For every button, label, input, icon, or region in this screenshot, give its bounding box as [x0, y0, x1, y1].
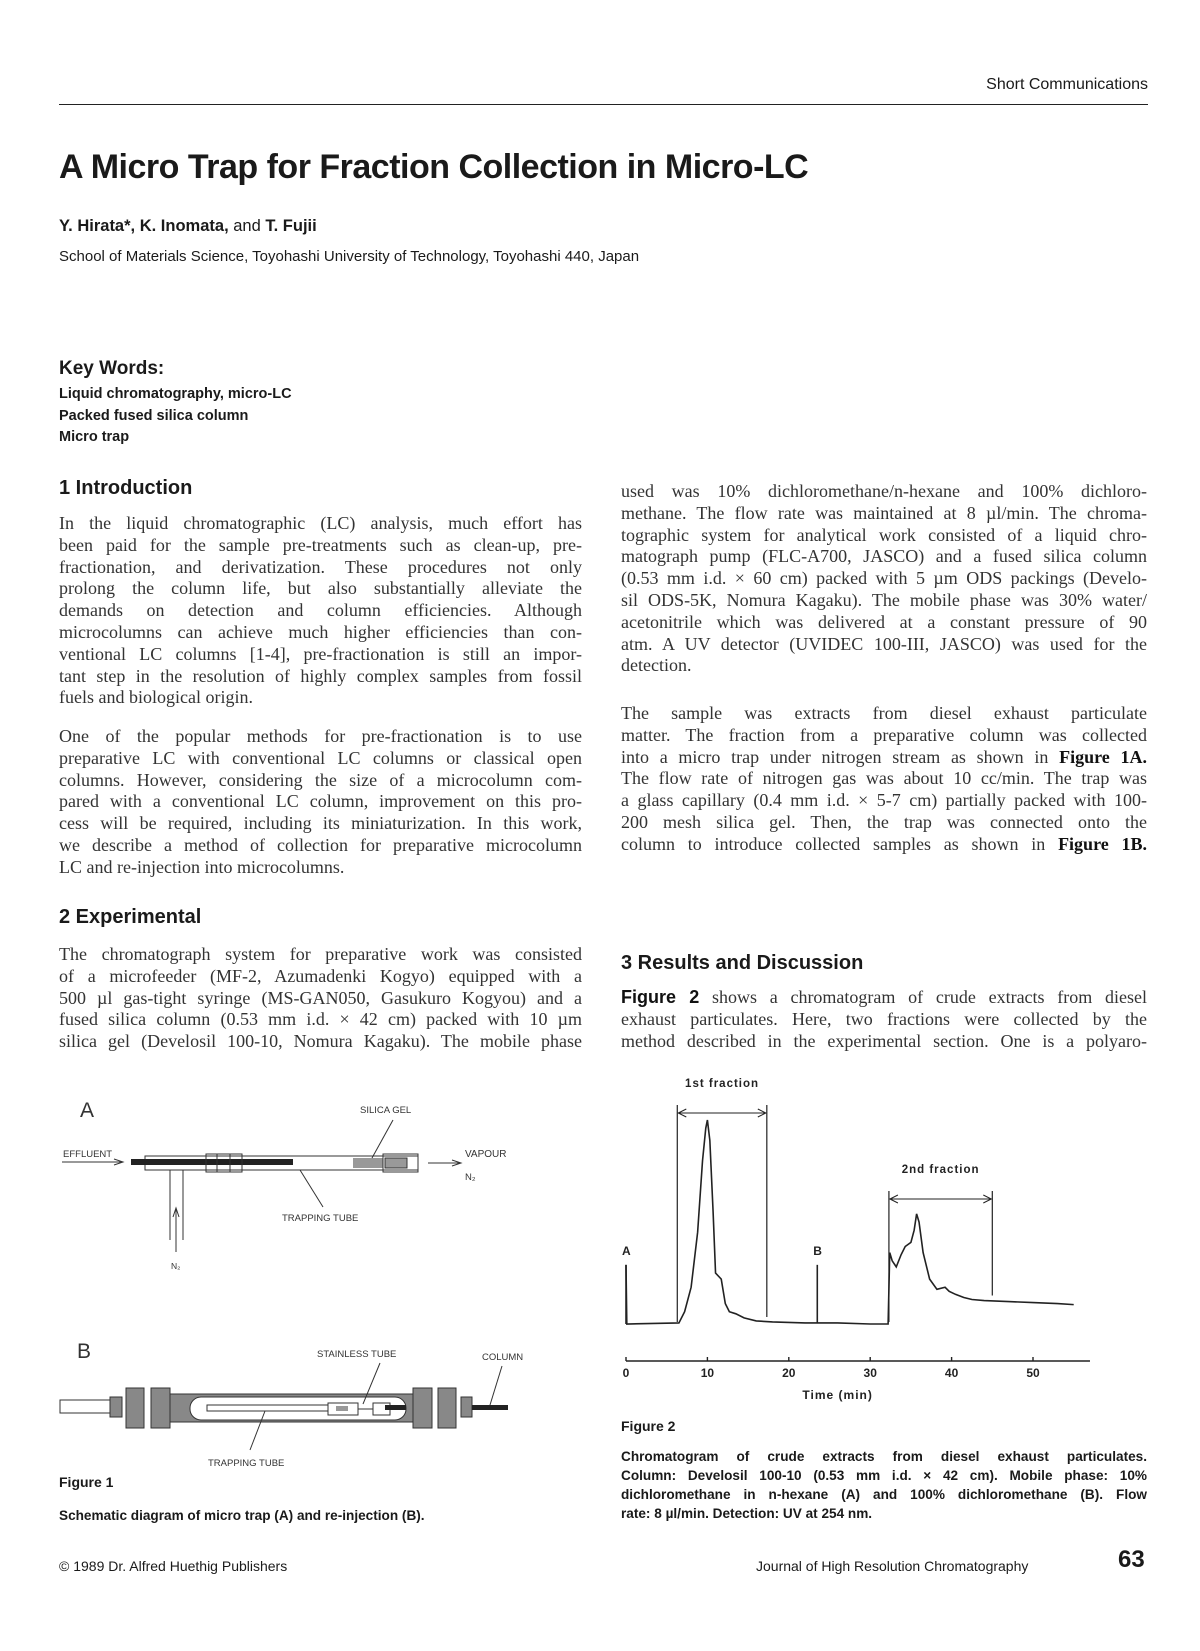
effluent-capillary [131, 1159, 293, 1165]
article-title: A Micro Trap for Fraction Collection in Micro-LC [59, 148, 809, 186]
text-line [621, 987, 1147, 1009]
effluent-label: EFFLUENT [63, 1149, 113, 1160]
text-line [621, 747, 1147, 769]
fraction-label: 2nd fraction [901, 1164, 980, 1176]
text-line: pared with a conventional LC column, improvement on this pro- [59, 791, 582, 812]
text-line: The flow rate of nitrogen gas was about 10 cc/min. The trap was [621, 768, 1147, 789]
text-line: cess will be required, including its miniaturization. In this work, [59, 813, 582, 834]
author: K. Inomata, [139, 217, 229, 235]
trapping-tube-label: TRAPPING TUBE [282, 1213, 359, 1224]
author: T. Fujii [265, 217, 317, 235]
fraction-label: 1st fraction [685, 1078, 760, 1090]
author: Y. Hirata*, [59, 217, 136, 235]
text-line: 500 µl gas-tight syringe (MS-GAN050, Gasukuro Kogyou) and a [59, 987, 582, 1008]
text-line: fuels and biological origin. [59, 687, 253, 708]
column-label: COLUMN [482, 1352, 524, 1363]
vapour-arrow-icon [428, 1160, 461, 1166]
text-line: tographic system for analytical work consisted of a liquid chro- [621, 524, 1147, 545]
x-tick-label: 50 [1026, 1366, 1040, 1380]
affiliation: School of Materials Science, Toyohashi University of Technology, Toyohashi 440, Japan [59, 248, 640, 265]
n2-outlet-label: N₂ [465, 1172, 476, 1183]
panel-b [60, 1340, 523, 1469]
text-line: fused silica column (0.53 mm i.d. × 42 cm) packed with 10 µm [59, 1009, 582, 1030]
text-line: acetonitrile which was delivered at a constant pressure of 90 [621, 611, 1147, 632]
text-line: One of the popular methods for pre-fractionation is to use [59, 726, 582, 746]
trapping-tube-label-b: TRAPPING TUBE [208, 1458, 285, 1469]
inlet-tube [60, 1400, 110, 1413]
x-tick-label: 10 [700, 1366, 715, 1380]
text-line: (0.53 mm i.d. × 60 cm) packed with 5 µm ODS packings (Develo- [621, 568, 1147, 589]
text-line: microcolumns can achieve much higher efficiencies than con- [59, 621, 582, 642]
text-line: a glass capillary (0.4 mm i.d. × 5-7 cm) partially packed with 100- [621, 790, 1147, 811]
text-line: 200 mesh silica gel. Then, the trap was connected onto the [621, 811, 1147, 832]
figure-2-chromatogram [580, 1060, 1150, 1410]
figure-2-reference: Figure 2 [621, 987, 700, 1007]
stainless-tube-label: STAINLESS TUBE [317, 1349, 397, 1360]
text-line: methane. The flow rate was maintained at 8 µl/min. The chroma- [621, 502, 1147, 523]
text-line: LC and re-injection into microcolumns. [59, 856, 345, 877]
authors [59, 217, 317, 236]
keyword: Packed fused silica column [59, 408, 249, 424]
text-line: of a microfeeder (MF-2, Azumadenki Kogyo) equipped with a [59, 965, 582, 986]
text-line: fractionation, and derivatization. These procedures not only [59, 556, 582, 577]
chromatogram-trace [626, 1120, 1074, 1324]
text-line: ventional LC columns [1-4], pre-fractionation is still an impor- [59, 643, 582, 664]
experimental-paragraph-1-continued [621, 481, 1147, 677]
text-line: prolong the column life, but also substantially alleviate the [59, 578, 582, 599]
caption-line: Chromatogram of crude extracts from diesel exhaust particulates. [621, 1449, 1147, 1464]
figure-1-diagram [40, 1020, 560, 1470]
keyword: Micro trap [59, 429, 130, 445]
text-span: shows a chromatogram of crude extracts from diesel [699, 987, 1147, 1007]
vapour-label: VAPOUR [465, 1149, 507, 1160]
x-tick-label: 0 [622, 1366, 630, 1380]
text-line: detection. [621, 655, 692, 676]
text-span: into a micro trap under nitrogen stream as shown in [621, 746, 1060, 767]
marker-label-b: B [813, 1243, 822, 1258]
text-line: The chromatograph system for preparative work was consisted [59, 944, 582, 964]
panel-a-letter: A [80, 1099, 95, 1122]
section-heading-results: 3 Results and Discussion [621, 952, 864, 974]
figure-1-label: Figure 1 [59, 1474, 114, 1490]
caption-line: dichloromethane in n-hexane (A) and 100% dichloromethane (B). Flow [621, 1487, 1147, 1502]
text-line: demands on detection and column efficiencies. Although [59, 600, 582, 621]
silica-gel-label: SILICA GEL [360, 1105, 412, 1116]
text-line: columns. However, considering the size of a microcolumn com- [59, 769, 582, 790]
text-span: column to introduce collected samples as shown in [621, 833, 1059, 854]
intro-paragraph-1 [59, 513, 582, 709]
text-line: In the liquid chromatographic (LC) analysis, much effort has [59, 513, 582, 533]
section-heading-introduction: 1 Introduction [59, 477, 193, 499]
experimental-paragraph-2 [621, 703, 1147, 856]
x-tick-label: 40 [944, 1366, 959, 1380]
figure-2-label: Figure 2 [621, 1418, 676, 1434]
keywords-heading: Key Words: [59, 358, 165, 379]
text-line: matter. The fraction from a preparative column was collected [621, 724, 1147, 745]
x-axis-label: Time (min) [802, 1388, 873, 1402]
text-line: we describe a method of collection for preparative microcolumn [59, 834, 582, 855]
figure-1a-reference: Figure 1A. [1059, 746, 1147, 767]
keyword: Liquid chromatography, micro-LC [59, 386, 292, 402]
text-line: sil ODS-5K, Nomura Kagaku). The mobile phase was 30% water/ [621, 589, 1147, 610]
caption-line: Column: Develosil 100-10 (0.53 mm i.d. × 42 cm). Mobile phase: 10% [621, 1468, 1147, 1483]
running-header: Short Communications [986, 76, 1148, 93]
panel-b-letter: B [77, 1340, 92, 1363]
text-line: been paid for the sample pre-treatments such as clean-up, pre- [59, 534, 582, 555]
results-paragraph-1 [621, 987, 1147, 1052]
copyright: © 1989 Dr. Alfred Huethig Publishers [59, 1558, 288, 1574]
figure-1-caption: Schematic diagram of micro trap (A) and re-injection (B). [59, 1508, 425, 1523]
caption-line: rate: 8 µl/min. Detection: UV at 254 nm. [621, 1506, 873, 1521]
text-line: The sample was extracts from diesel exhaust particulate [621, 703, 1147, 723]
text-line: tant step in the resolution of highly complex samples from fossil [59, 665, 582, 686]
text-line: exhaust particulates. Here, two fractions were collected by the [621, 1008, 1147, 1029]
text-line: method described in the experimental section. One is a polyaro- [621, 1030, 1147, 1051]
text-line: preparative LC with conventional LC columns or classical open [59, 747, 582, 768]
text-line: matograph pump (FLC-A700, JASCO) and a fused silica column [621, 546, 1147, 567]
x-tick-label: 20 [782, 1366, 796, 1380]
figure-1b-reference: Figure 1B. [1058, 833, 1147, 854]
header-rule [59, 104, 1148, 105]
text-line: atm. A UV detector (UVIDEC 100-III, JASCO) was used for the [621, 633, 1147, 654]
text-line: silica gel (Develosil 100-10, Nomura Kagaku). The mobile phase [59, 1031, 582, 1052]
n2-inlet-label: N₂ [171, 1261, 181, 1271]
column-tube [472, 1405, 508, 1410]
marker-label-a: A [622, 1243, 631, 1258]
panel-a [62, 1099, 507, 1271]
figure-2-caption [621, 1447, 1147, 1523]
section-heading-experimental: 2 Experimental [59, 906, 202, 928]
page-number: 63 [1118, 1546, 1145, 1573]
text-line [621, 834, 1147, 856]
journal-name: Journal of High Resolution Chromatography [756, 1558, 1029, 1574]
intro-paragraph-2 [59, 726, 582, 879]
x-tick-label: 30 [863, 1366, 877, 1380]
n2-inlet-arrow-icon [173, 1208, 179, 1252]
text-line: used was 10% dichloromethane/n-hexane and 100% dichloro- [621, 481, 1147, 501]
author-conjunction: and [233, 217, 261, 235]
silica-gel-packing [353, 1158, 383, 1168]
